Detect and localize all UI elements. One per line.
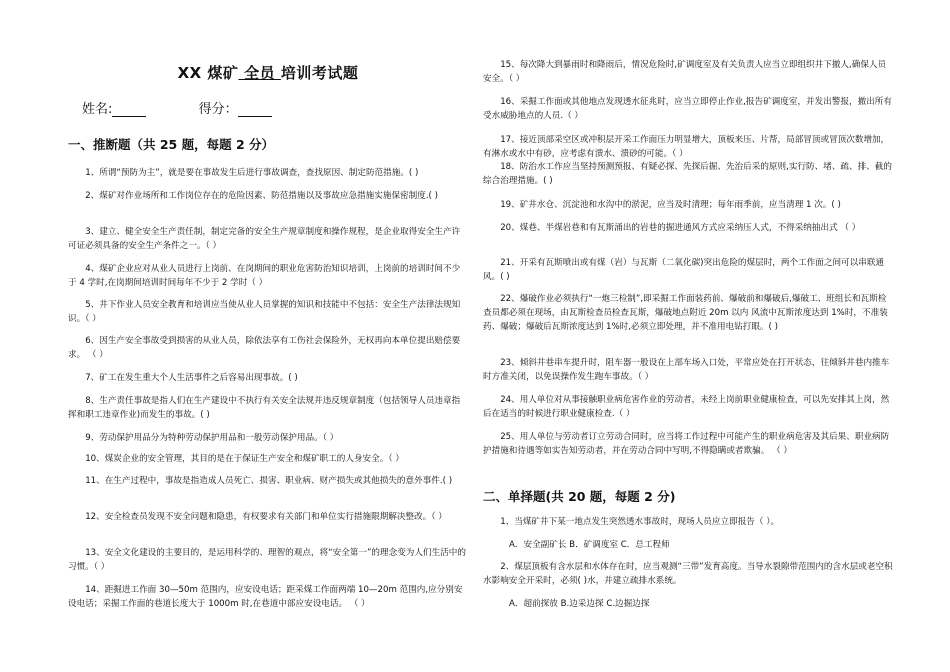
question-22: 22、爆破作业必须执行“一炮三检制”,即采掘工作面装药前、爆破前和爆破后,爆破工、班组长和瓦斯检查员都必须在现场，由瓦斯检查员检查瓦斯，爆破地点附近 20m 以内 风流中瓦斯浓度达到 1%时，不准装药、爆破；爆破后瓦斯浓度达到 1%时,必须立即处理，并不准用电钻打眼。( ) (483, 294, 888, 332)
question-15: 15、每次降大到暴雨时和降雨后，情况危险时,矿调度室及有关负责人应当立即组织井下撤人,确保人员安全。（ ） (483, 60, 887, 84)
question-12: 12、安全检查员发现不安全问题和隐患，有权要求有关部门和单位实行措施限期解决整改。（ ） (85, 512, 447, 522)
question-17: 17、接近顶部采空区或冲积层开采工作面压力明显增大，顶板来压、片帮，局部冒顶或冒顶次数增加，有淋水或水中有砂，应考虑有溃水、溃砂的可能。（ ） (483, 135, 890, 159)
question-2: 2、煤矿对作业场所和工作岗位存在的危险因素、防范措施以及事故应急措施实施保密制度.( ) (85, 191, 438, 201)
question-18: 18、防治水工作应当坚持预测预报、有疑必探、先探后掘、先治后采的原则,实行防、堵、疏、排、截的综合治理措施。( ) (483, 162, 892, 186)
mc-options-1: A．安全副矿长 B．矿调度室 C．总工程师 (509, 540, 670, 550)
section2-title: 二、单择题(共 20 题，每题 2 分) (483, 489, 676, 504)
question-13: 13、安全文化建设的主要目的，是运用科学的、理智的观点，将“安全第一”的理念变为人们生活中的习惯。（ ） (68, 548, 466, 572)
question-25: 25、用人单位与劳动者订立劳动合同时，应当将工作过程中可能产生的职业病危害及其后果、职业病防护措施和待遇等如实告知劳动者，并在劳动合同中写明,不得隐瞒或者欺骗。 （ ） (483, 432, 890, 456)
question-6: 6、因生产安全事故受到损害的从业人员，除依法享有工伤社会保险外，无权再向本单位提出赔偿要求。 （ ） (68, 336, 461, 360)
question-23: 23、倾斜井巷串车提升时，阻车器一般设在上部车场入口处，平常应处在打开状态，往倾斜井巷内推车时方准关闭，以免误操作发生跑车事故。（ ） (483, 358, 890, 382)
section1-title: 一、推断题（共 25 题，每题 2 分） (68, 137, 275, 152)
question-7: 7、矿工在发生重大个人生活事件之后容易出现事故。( ) (85, 373, 298, 383)
question-3: 3、建立、健全安全生产责任制，制定完备的安全生产规章制度和操作规程，是企业取得安全生产许可证必须具备的安全生产条件之一。（ ） (68, 227, 461, 251)
question-1: 1、所谓“预防为主”，就是要在事故发生后进行事故调查，查找原因、制定防范措施。( ) (85, 168, 419, 178)
name-score-bar (82, 98, 272, 117)
name-label: 姓名: (82, 102, 113, 117)
mc-question-1: 1、当煤矿井下某一地点发生突然透水事故时，现场人员应立即报告（ ）。 (500, 517, 780, 527)
page-title: XX 煤矿 全员 培训考试题 (177, 64, 359, 82)
question-8: 8、生产责任事故是指人们在生产建设中不执行有关安全法规并违反规章制度（包括领导人员违章指挥和职工违章作业)而发生的事故。( ) (68, 396, 461, 420)
mc-options-2: A．超前探放 B.边采边探 C.边掘边探 (509, 599, 650, 609)
question-20: 20、煤巷、半煤岩巷和有瓦斯涌出的岩巷的掘进通风方式应采纳压人式，不得采纳抽出式 （ ） (500, 223, 861, 233)
question-19: 19、矿井水仓、沉淀池和水沟中的淤泥，应当及时清理；每年雨季前，应当清理 1 次。( ) (500, 200, 841, 210)
mc-question-2: 2、煤层顶板有含水层和水体存在时，应当观测“三带”发育高度。当导水裂隙带范围内的含水层或老空积水影响安全开采时，必须( )水，并建立疏排水系统。 (483, 562, 893, 586)
question-14: 14、距掘进工作面 30—50m 范围内，应安设电话；距采煤工作面两端 10—20m 范围内,应分别安设电话；采掘工作面的巷道长度大于 1000m 时,在巷道中部应安设电话。 （ ） (68, 585, 463, 609)
score-label: 得分： (198, 102, 238, 117)
question-24: 24、用人单位对从事接触职业病危害作业的劳动者，未经上岗前职业健康检查，可以先安排其上岗，然后在适当的时候进行职业健康检查.（ ） (483, 395, 890, 419)
name-blank[interactable] (112, 104, 146, 117)
question-4: 4、煤矿企业应对从业人员进行上岗前、在岗期间的职业危害防治知识培训，上岗前的培训时间不少于 4 学时,在岗期间培训时间每年不少于 2 学时（ ） (68, 264, 461, 288)
score-blank[interactable] (238, 104, 272, 117)
question-11: 11、在生产过程中，事故是指造成人员死亡、损害、职业病、财产损失或其他损失的意外事件.( ) (85, 476, 453, 486)
question-10: 10、煤炭企业的安全管理，其目的是在于保证生产安全和煤矿职工的人身安全。（ ） (85, 454, 404, 464)
question-9: 9、劳动保护用品分为特种劳动保护用品和一般劳动保护用品。（ ） (85, 433, 339, 443)
question-16: 16、采掘工作面或其他地点发现透水征兆时，应当立即停止作业,报告矿调度室，并发出警报，撤出所有受水威胁地点的人员.（ ） (483, 97, 892, 121)
question-5: 5、井下作业人员安全教育和培训应当使从业人员掌握的知识和技能中不包括：安全生产法律法规知识。（ ） (68, 300, 461, 324)
question-21: 21、开采有瓦斯喷出或有煤（岩）与瓦斯（二氧化碳)突出危险的煤层时，两个工作面之间可以串联通风。( ) (483, 258, 885, 282)
